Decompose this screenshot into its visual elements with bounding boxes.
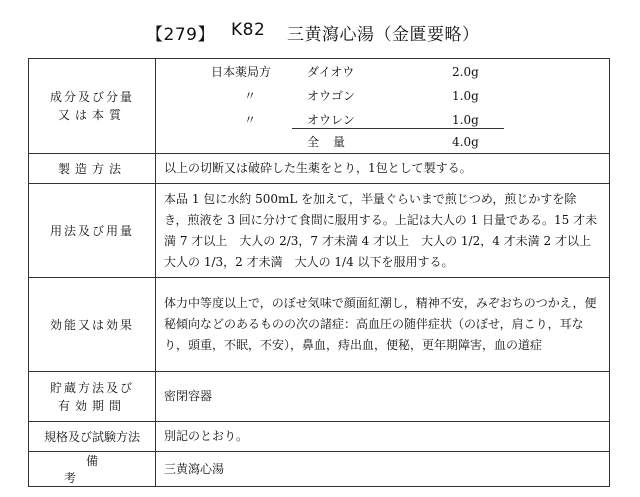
specifications-label: 規格及び試験方法 bbox=[29, 422, 156, 452]
ingredient-row: 〃 オウレン 1.0g bbox=[156, 110, 609, 130]
composition-row bbox=[29, 59, 610, 154]
composition-label: 成分及び分量 又は本質 bbox=[29, 59, 156, 154]
monograph-number: 【279】 bbox=[146, 25, 215, 45]
storage-row bbox=[29, 372, 610, 422]
monograph-table bbox=[28, 58, 610, 487]
total-row bbox=[156, 132, 609, 152]
remarks-row bbox=[29, 452, 610, 487]
specifications-row bbox=[29, 422, 610, 452]
ingredient-row: 日本薬局方 ダイオウ 2.0g bbox=[211, 65, 479, 79]
efficacy-label: 効能又は効果 bbox=[29, 278, 156, 372]
manufacturing-text: 以上の切断又は破砕した生薬をとり，1包として製する。 bbox=[156, 154, 610, 184]
ingredient-row: 〃 オウゴン 1.0g bbox=[244, 89, 479, 103]
storage-text: 密閉容器 bbox=[156, 372, 610, 422]
total-label: 全量 bbox=[307, 135, 360, 149]
monograph-title bbox=[0, 20, 640, 46]
specifications-text: 別記のとおり。 bbox=[156, 422, 610, 452]
storage-label: 貯蔵方法及び 有効期間 bbox=[29, 372, 156, 422]
efficacy-text: 体力中等度以上で，のぼせ気味で顔面紅潮し，精神不安，みぞおちのつかえ，便秘傾向などのあるものの次の諸症：高血圧の随伴症状（のぼせ，肩こり，耳なり，頭重，不眠，不安），鼻血，痔出血，便秘，更年期障害，血の道症 bbox=[156, 278, 610, 372]
monograph-code: K82 bbox=[231, 20, 266, 40]
total-amount: 4.0g bbox=[452, 135, 479, 149]
dosage-text: 本品 1 包に水約 500mL を加えて，半量ぐらいまで煎じつめ，煎じかすを除き，煎液を 3 回に分けて食間に服用する。上記は大人の 1 日量である。15 才未満 7 才以上 大人の 2/3，7 才未満 4 才以上 大人の 1/2，4 才未満 2 才以上 大人の 1/3，2 才未満 大人の 1/4 以下を服用する。 bbox=[156, 184, 610, 278]
remarks-text: 三黄瀉心湯 bbox=[156, 452, 610, 487]
manufacturing-row bbox=[29, 154, 610, 184]
dosage-label: 用法及び用量 bbox=[29, 184, 156, 278]
composition-content bbox=[156, 59, 610, 154]
remarks-label: 備考 bbox=[29, 452, 156, 487]
dosage-row bbox=[29, 184, 610, 278]
efficacy-row bbox=[29, 278, 610, 372]
formula-name: 三黄瀉心湯（金匱要略） bbox=[287, 25, 480, 45]
manufacturing-label: 製造方法 bbox=[29, 154, 156, 184]
total-rule bbox=[292, 128, 504, 129]
